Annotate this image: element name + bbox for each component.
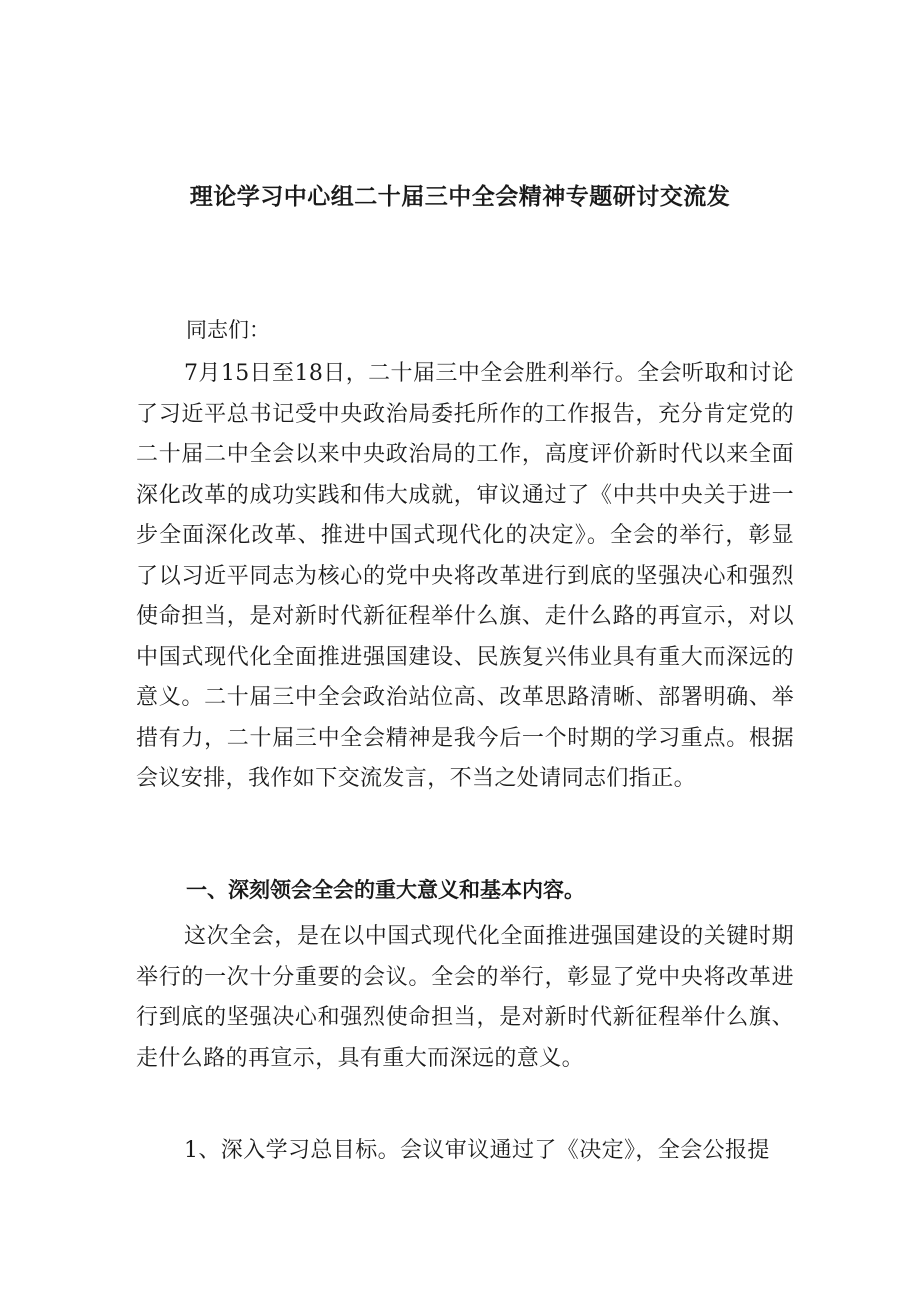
paragraph-1: 7月15日至18日，二十届三中全会胜利举行。全会听取和讨论了习近平总书记受中央政治局委托所作的工作报告，充分肯定党的二十届二中全会以来中央政治局的工作，高度评价新时代以来全面深化改革的成功实践和伟大成就，审议通过了《中共中央关于进一步全面深化改革、推进中国式现代化的决定》。全会的举行，彰显了以习近平同志为核心的党中央将改革进行到底的坚强决心和强烈使命担当，是对新时代新征程举什么旗、走什么路的再宣示，对以中国式现代化全面推进强国建设、民族复兴伟业具有重大而深远的意义。二十届三中全会政治站位高、改革思路清晰、部署明确、举措有力，二十届三中全会精神是我今后一个时期的学习重点。根据会议安排，我作如下交流发言，不当之处请同志们指正。: [136, 361, 794, 791]
paragraph-3: 1、深入学习总目标。会议审议通过了《决定》，全会公报提: [184, 1138, 770, 1163]
paragraph-2: 这次全会，是在以中国式现代化全面推进强国建设的关键时期举行的一次十分重要的会议。全会的举行，彰显了党中央将改革进行到底的坚强决心和强烈使命担当，是对新时代新征程举什么旗、走什么路的再宣示，具有重大而深远的意义。: [136, 924, 794, 1071]
section-heading-1: 一、深刻领会全会的重大意义和基本内容。: [186, 878, 585, 902]
document-title: 理论学习中心组二十届三中全会精神专题研讨交流发: [189, 184, 731, 210]
greeting: 同志们：: [186, 318, 270, 342]
